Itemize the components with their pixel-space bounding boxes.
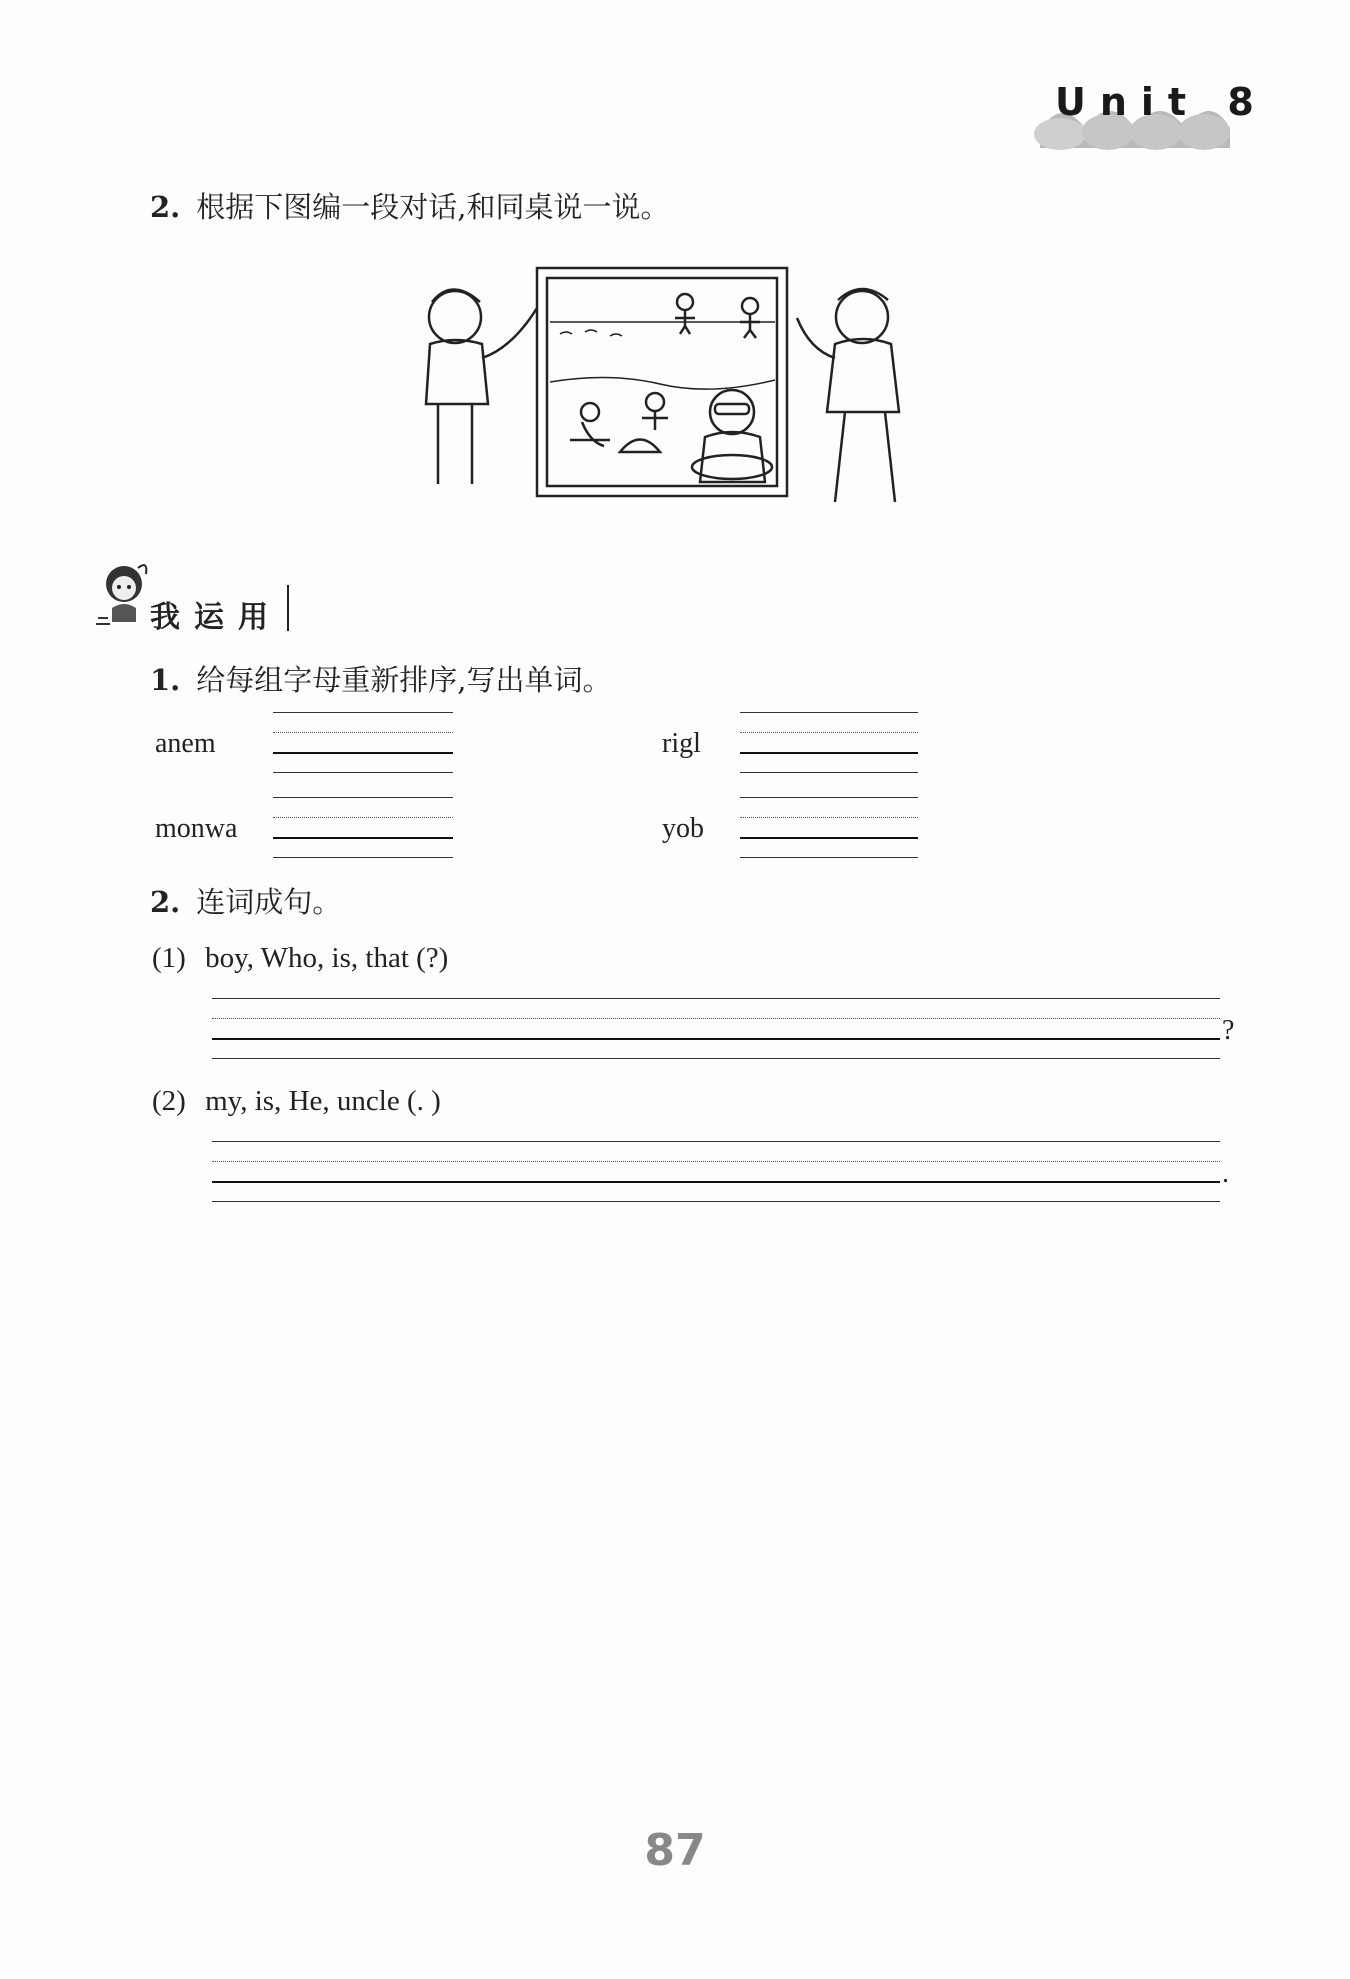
speaking-heading xyxy=(150,185,670,226)
section-divider xyxy=(287,585,289,631)
scrambled-word: rigl xyxy=(662,728,701,759)
item-words: boy, Who, is, that (?) xyxy=(205,942,449,974)
speaking-number: 2. xyxy=(150,190,181,224)
end-mark: . xyxy=(1222,1158,1229,1189)
q1-number: 1. xyxy=(150,663,181,697)
q2-instruction: 连词成句。 xyxy=(196,885,342,919)
end-mark: ? xyxy=(1222,1015,1235,1046)
unit-label: Unit 8 xyxy=(1055,80,1268,124)
answer-lines-word-4[interactable] xyxy=(740,797,918,857)
answer-lines-word-3[interactable] xyxy=(273,797,453,857)
q1-instruction: 给每组字母重新排序,写出单词。 xyxy=(196,663,612,697)
girl-mascot-icon xyxy=(92,558,152,628)
speaking-instruction: 根据下图编一段对话,和同桌说一说。 xyxy=(196,190,670,224)
section-title: 我运用 xyxy=(150,600,282,635)
beach-photo-illustration xyxy=(410,262,930,512)
sentence-item-1 xyxy=(152,942,448,975)
answer-lines-sentence-1[interactable] xyxy=(212,998,1220,1058)
answer-lines-word-1[interactable] xyxy=(273,712,453,772)
scrambled-word: monwa xyxy=(155,813,238,844)
scrambled-word: anem xyxy=(155,728,216,759)
sentence-item-2 xyxy=(152,1085,441,1118)
q2-number: 2. xyxy=(150,885,181,919)
q2-heading xyxy=(150,880,341,921)
answer-lines-word-2[interactable] xyxy=(740,712,918,772)
item-number: (1) xyxy=(152,942,186,974)
item-words: my, is, He, uncle (. ) xyxy=(205,1085,441,1117)
answer-lines-sentence-2[interactable] xyxy=(212,1141,1220,1201)
page-number: 87 xyxy=(644,1825,706,1876)
scrambled-word: yob xyxy=(662,813,704,844)
item-number: (2) xyxy=(152,1085,186,1117)
q1-heading xyxy=(150,658,612,699)
